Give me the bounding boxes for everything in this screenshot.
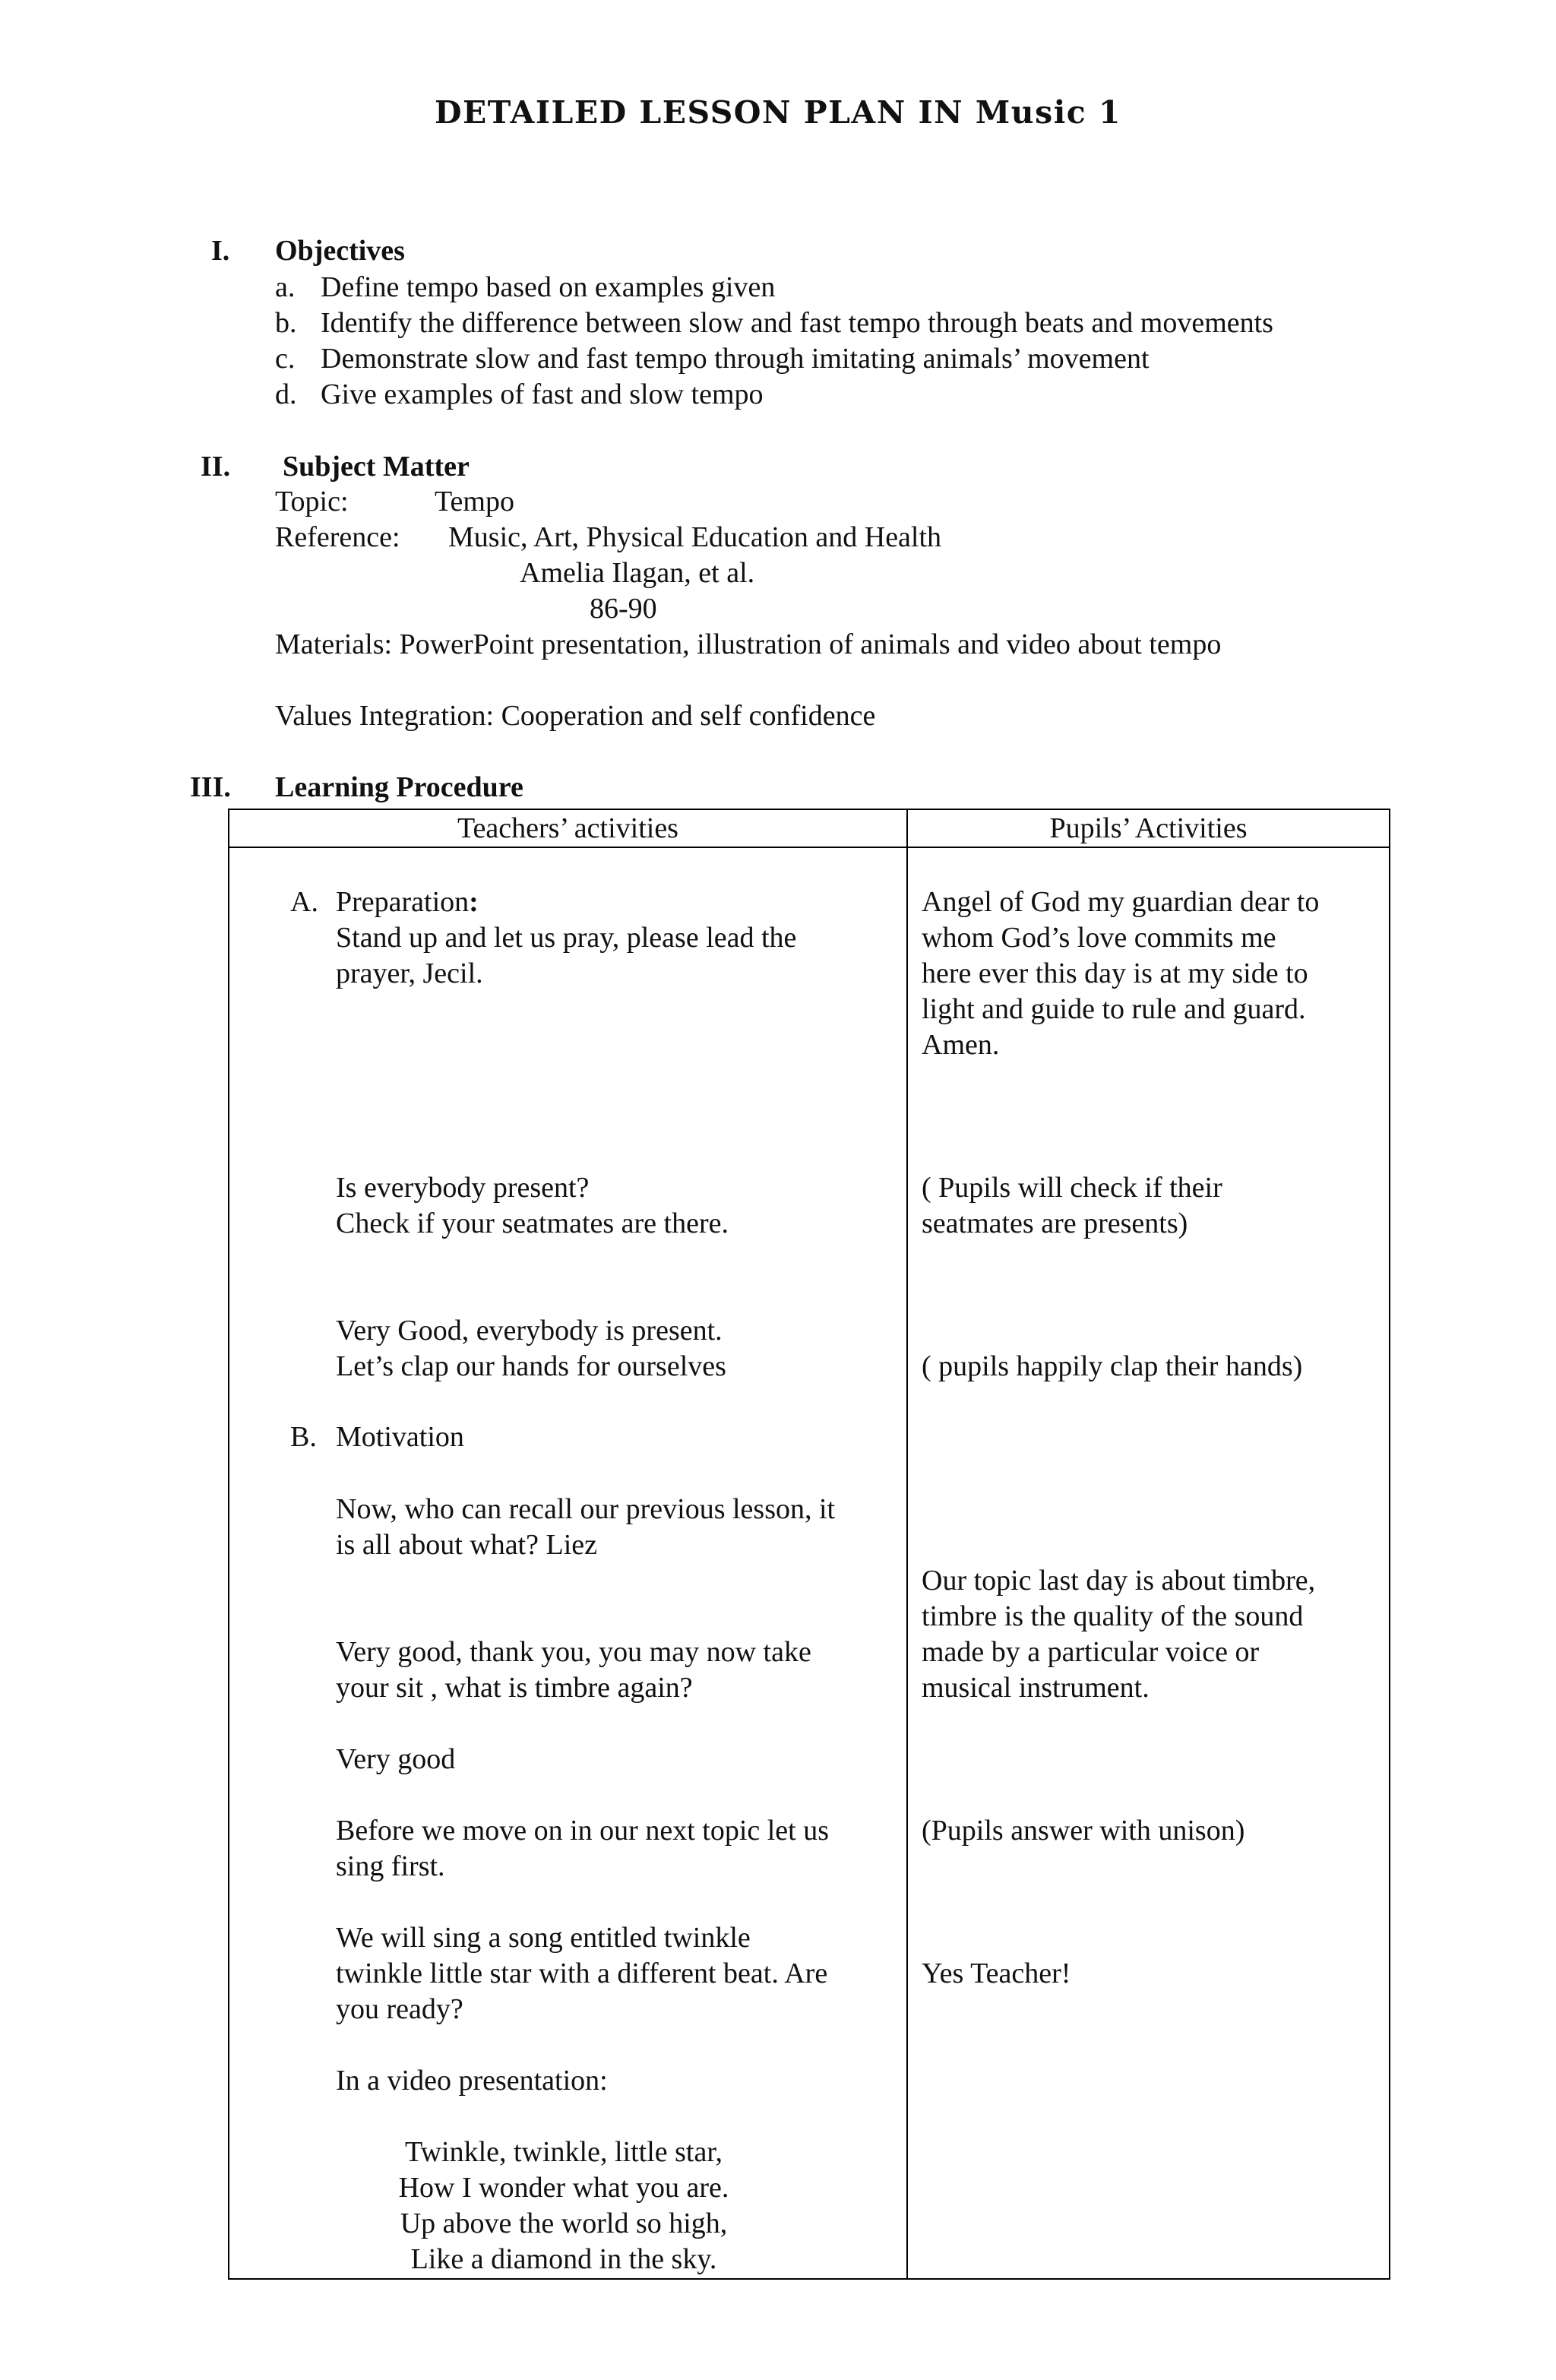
materials: Materials: PowerPoint presentation, illustration of animals and video about tempo [275,628,1222,660]
preparation-colon: : [469,886,479,918]
objective-d: Give examples of fast and slow tempo [321,378,764,410]
section-numeral-objectives: I. [211,235,230,267]
unison-response: (Pupils answer with unison) [922,1815,1245,1847]
section-numeral-learning-procedure: III. [190,771,231,803]
objective-a: Define tempo based on examples given [321,271,776,303]
prayer-line-2: whom God’s love commits me [922,922,1276,954]
timbre-question-line-2: your sit , what is timbre again? [336,1672,693,1704]
motivation-letter: B. [290,1421,317,1453]
preparation-title [336,885,479,920]
recall-line-1: Now, who can recall our previous lesson, it [336,1493,836,1525]
learning-procedure-table [228,809,1390,2280]
section-heading-objectives: Objectives [275,235,405,267]
preparation-line-1: Stand up and let us pray, please lead the [336,922,797,954]
preparation-line-2: prayer, Jecil. [336,957,483,989]
song-line-2: twinkle little star with a different beat. Are [336,1957,828,1989]
video-presentation: In a video presentation: [336,2065,608,2097]
check-line-1: ( Pupils will check if their [922,1172,1222,1204]
good-line-2: Let’s clap our hands for ourselves [336,1350,726,1382]
prayer-line-4: light and guide to rule and guard. [922,993,1306,1025]
recall-line-2: is all about what? Liez [336,1529,597,1561]
objective-letter-b: b. [275,307,297,339]
objective-c: Demonstrate slow and fast tempo through imitating animals’ movement [321,343,1150,375]
reference-label: Reference: [275,521,400,553]
reference-pages: 86-90 [590,593,657,625]
motivation-title: Motivation [336,1421,464,1453]
objective-letter-c: c. [275,343,296,375]
yes-teacher-response: Yes Teacher! [922,1957,1071,1989]
very-good: Very good [336,1743,456,1775]
prayer-line-1: Angel of God my guardian dear to [922,886,1320,918]
objective-letter-d: d. [275,378,297,410]
lyric-line-2: How I wonder what you are. [398,2172,729,2204]
preparation-letter: A. [290,886,318,918]
objective-b: Identify the difference between slow and fast tempo through beats and movements [321,307,1273,339]
song-line-1: We will sing a song entitled twinkle [336,1922,751,1954]
page-title: DETAILED LESSON PLAN IN Music 1 [434,94,1122,131]
section-heading-subject-matter: Subject Matter [283,451,470,483]
reference-value: Music, Art, Physical Education and Health [448,521,942,553]
values-integration: Values Integration: Cooperation and self confidence [275,700,876,732]
timbre-answer-line-2: timbre is the quality of the sound [922,1600,1304,1632]
prayer-line-5: Amen. [922,1029,1000,1061]
topic-value: Tempo [435,486,514,517]
clap-response: ( pupils happily clap their hands) [922,1350,1303,1382]
timbre-question-line-1: Very good, thank you, you may now take [336,1636,811,1668]
check-line-2: seatmates are presents) [922,1207,1188,1239]
lyric-line-3: Up above the world so high, [400,2208,728,2239]
sing-line-1: Before we move on in our next topic let us [336,1815,830,1847]
objective-letter-a: a. [275,271,296,303]
section-numeral-subject-matter: II. [201,451,231,483]
teacher-activities-cell [229,847,907,2279]
song-line-3: you ready? [336,1993,463,2025]
good-line-1: Very Good, everybody is present. [336,1315,723,1347]
timbre-answer-line-1: Our topic last day is about timbre, [922,1565,1316,1597]
reference-author: Amelia Ilagan, et al. [520,557,755,589]
section-heading-learning-procedure: Learning Procedure [275,771,523,803]
prayer-line-3: here ever this day is at my side to [922,957,1308,989]
header-pupils-activities: Pupils’ Activities [907,809,1390,847]
topic-label: Topic: [275,486,349,517]
present-line-2: Check if your seatmates are there. [336,1207,729,1239]
header-teachers-activities: Teachers’ activities [229,809,907,847]
lyric-line-4: Like a diamond in the sky. [410,2243,717,2275]
sing-line-2: sing first. [336,1850,445,1882]
pupils-activities-cell [907,847,1390,2279]
timbre-answer-line-3: made by a particular voice or [922,1636,1260,1668]
lyric-line-1: Twinkle, twinkle, little star, [405,2136,723,2168]
preparation-title-text: Preparation [336,886,470,918]
timbre-answer-line-4: musical instrument. [922,1672,1150,1704]
present-line-1: Is everybody present? [336,1172,590,1204]
